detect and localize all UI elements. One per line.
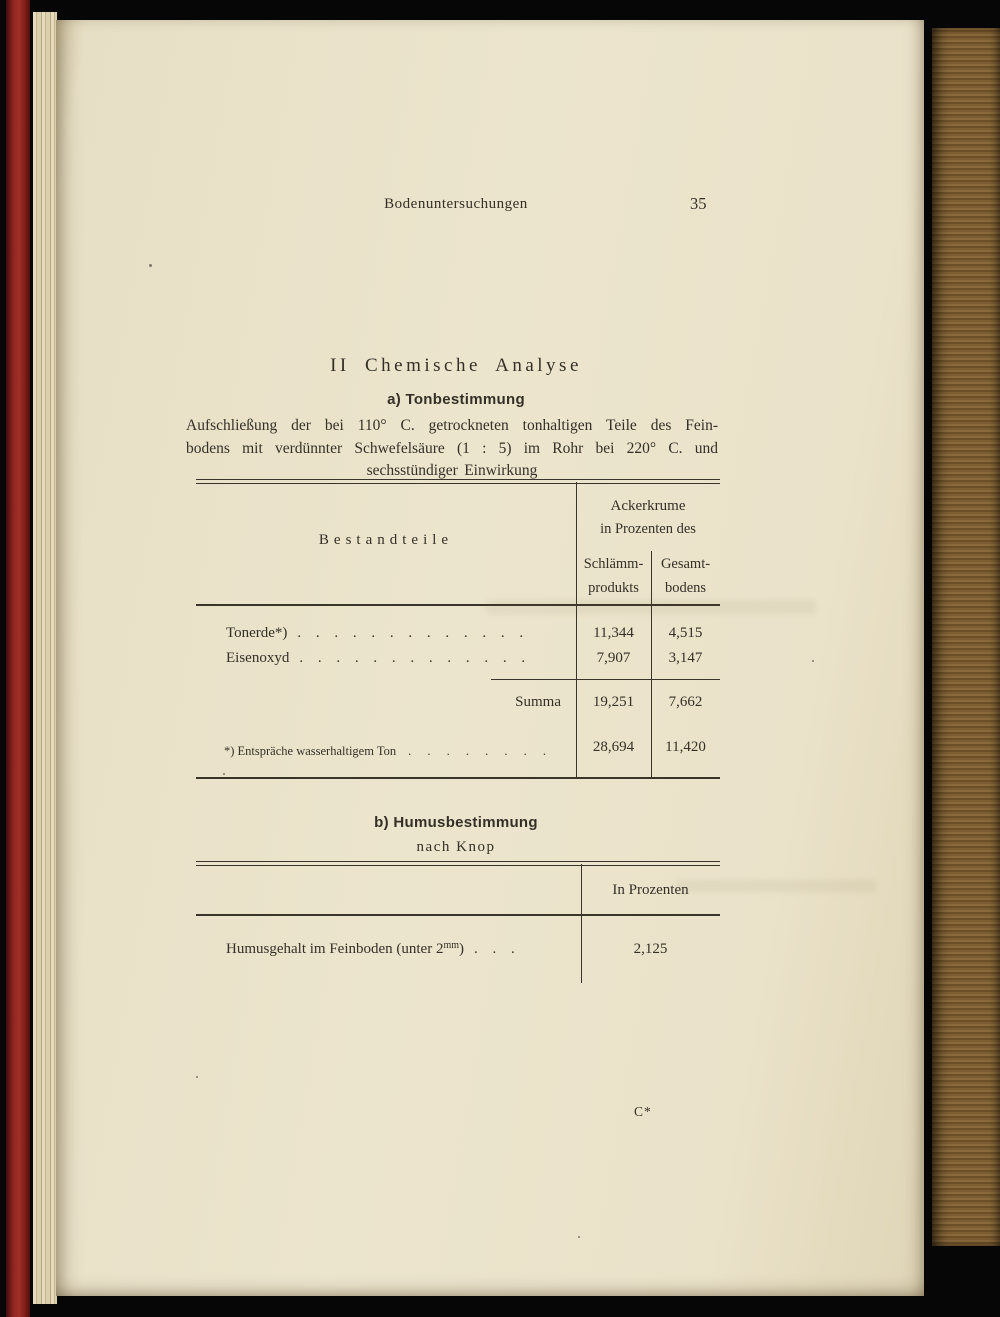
footnote-value-gesamt: 11,420 xyxy=(665,739,706,755)
footnote-value-schlaemm: 28,694 xyxy=(592,739,635,755)
row-value-gesamt: 4,515 xyxy=(668,625,703,641)
table1-group-header-line2: in Prozenten des xyxy=(600,521,696,537)
row-label: Tonerde*) xyxy=(226,625,288,641)
row-value-prozent: 2,125 xyxy=(633,941,668,957)
table1-group-header-line1: Ackerkrume xyxy=(610,498,686,514)
part-b-subheading: nach Knop xyxy=(416,839,496,855)
row-value-gesamt: 3,147 xyxy=(668,650,703,666)
table2-top-rule xyxy=(196,861,720,866)
part-a-heading: a) Tonbestimmung xyxy=(387,391,525,408)
row-label-end: ) xyxy=(459,941,465,957)
summa-value-gesamt: 7,662 xyxy=(668,694,703,710)
dot-leader: . . . . . . . . . . . . . xyxy=(297,625,526,641)
table1-bottom-rule xyxy=(196,777,720,779)
intro-line-1: Aufschließung der bei 110° C. getrockneten tonhaltigen Teile des Fein- xyxy=(186,417,718,434)
table-row xyxy=(226,625,572,642)
scan-speck xyxy=(812,660,814,662)
dot-leader: . . . xyxy=(474,941,517,957)
table1-summa-rule xyxy=(491,679,720,680)
table1-subcol2-line1: Gesamt- xyxy=(660,556,711,572)
table1-subcol2-line2: bodens xyxy=(664,580,707,596)
running-title: Bodenuntersuchungen xyxy=(384,196,528,212)
table-footnote-row xyxy=(224,744,572,759)
table-row xyxy=(226,941,578,958)
row-label: Humusgehalt im Feinboden (unter 2 xyxy=(226,941,444,957)
table-row xyxy=(226,650,572,667)
table1-col-components: Bestandteile xyxy=(318,532,454,548)
summa-value-schlaemm: 19,251 xyxy=(592,694,635,710)
scan-speck xyxy=(578,1236,580,1238)
book-page xyxy=(56,20,924,1296)
ink-bleed-smudge xyxy=(486,600,816,614)
intro-line-2: bodens mit verdünnter Schwefelsäure (1 : 5) im Rohr bei 220° C. und xyxy=(186,440,718,457)
footnote-label: *) Entspräche wasserhaltigem Ton xyxy=(224,744,397,758)
row-value-schlaemm: 7,907 xyxy=(596,650,631,666)
table1-subcol1-line2: produkts xyxy=(588,580,639,596)
table2-header-rule xyxy=(196,914,720,916)
page-edges-left xyxy=(33,12,57,1304)
part-b-heading: b) Humusbestimmung xyxy=(374,814,538,831)
signature-mark: C* xyxy=(634,1104,652,1119)
dot-leader: . . . . . . . . . . . . . xyxy=(299,650,528,666)
table2-header: In Prozenten xyxy=(612,882,689,898)
intro-line-3: sechsstündiger Einwirkung xyxy=(366,462,538,479)
row-label: Eisenoxyd xyxy=(226,650,290,666)
page-number: 35 xyxy=(690,194,707,213)
table1-subcol1-line1: Schlämm- xyxy=(583,556,644,572)
scan-speck xyxy=(149,264,152,267)
scan-speck xyxy=(196,1076,198,1078)
row-value-schlaemm: 11,344 xyxy=(593,625,634,641)
ink-bleed-smudge xyxy=(676,880,876,892)
scan-speck xyxy=(223,773,225,775)
page-edges-right xyxy=(932,28,1000,1246)
book-spine xyxy=(6,0,30,1317)
dot-leader: . . . . . . . . xyxy=(408,744,548,758)
summa-label: Summa xyxy=(515,694,561,710)
row-label-superscript: mm xyxy=(443,941,460,951)
table1-top-rule xyxy=(196,479,720,484)
section-title: II Chemische Analyse xyxy=(330,355,582,376)
